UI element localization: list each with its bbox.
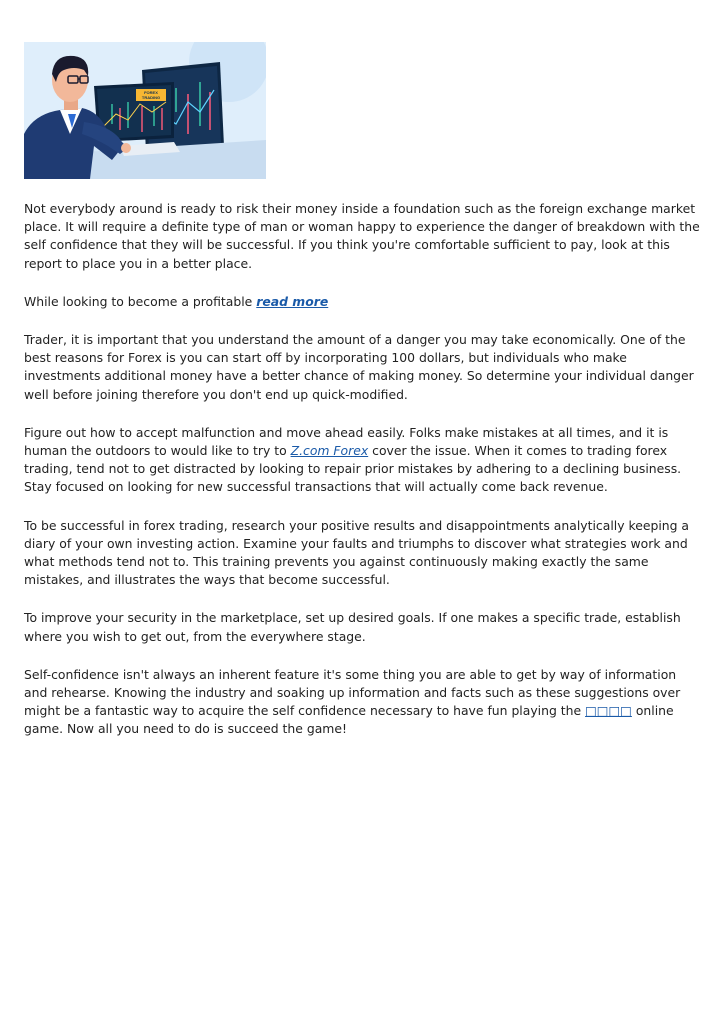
hero-image <box>24 42 266 179</box>
paragraph-2 <box>24 293 700 311</box>
paragraph-4-after: cover the issue. When it comes to trading forex trading, tend not to get distracted by looking to repair prior mistakes by adhering to a declining business. Stay focused on looking for new successful transactions that will actually come back revenue. <box>24 443 682 495</box>
read-more-link[interactable]: read more <box>256 293 329 309</box>
paragraph-5: To be successful in forex trading, research your positive results and disappointments analytically keeping a diary of your own investing action. Examine your faults and triumphs to discover what strategies work and what methods tend not to. This training prevents you against continuously making exactly the same mistakes, and illustrates the ways that become successful. <box>24 517 690 588</box>
svg-text:TRADING: TRADING <box>141 95 161 100</box>
paragraph-7 <box>24 666 700 739</box>
paragraph-2-text: While looking to become a profitable <box>24 293 257 309</box>
game-link[interactable]: □□□□ <box>585 703 632 719</box>
paragraph-3: Trader, it is important that you understand the amount of a danger you may take economically. One of the best reasons for Forex is you can start off by incorporating 100 dollars, but individuals who make investments additional money have a better chance of making money. So determine your individual danger well before joining therefore you don't end up quick-modified. <box>24 332 694 402</box>
svg-text:FOREX: FOREX <box>144 90 158 95</box>
article-body <box>24 200 700 759</box>
paragraph-4 <box>24 424 700 497</box>
paragraph-7-before: Self-confidence isn't always an inherent feature it's some thing you are able to get by way of information and rehearse. Knowing the industry and soaking up information and facts such as these suggestions over might be a fantastic way to acquire the self confidence necessary to have fun playing the <box>24 666 681 719</box>
paragraph-4-before: Figure out how to accept malfunction and move ahead easily. Folks make mistakes at all times, and it is human the outdoors to would like to try to <box>24 424 669 459</box>
paragraph-6: To improve your security in the marketplace, set up desired goals. If one makes a specific trade, establish where you wish to get out, from the everywhere stage. <box>24 610 681 644</box>
zcom-forex-link[interactable]: Z.com Forex <box>290 443 369 459</box>
paragraph-1: Not everybody around is ready to risk their money inside a foundation such as the foreign exchange market place. It will require a definite type of man or woman happy to experience the danger of breakdown with the self confidence that they will be successful. If you think you're comfortable sufficient to pay, look at this report to place you in a better place. <box>24 201 700 271</box>
paragraph-7-after: online game. Now all you need to do is succeed the game! <box>24 703 674 737</box>
